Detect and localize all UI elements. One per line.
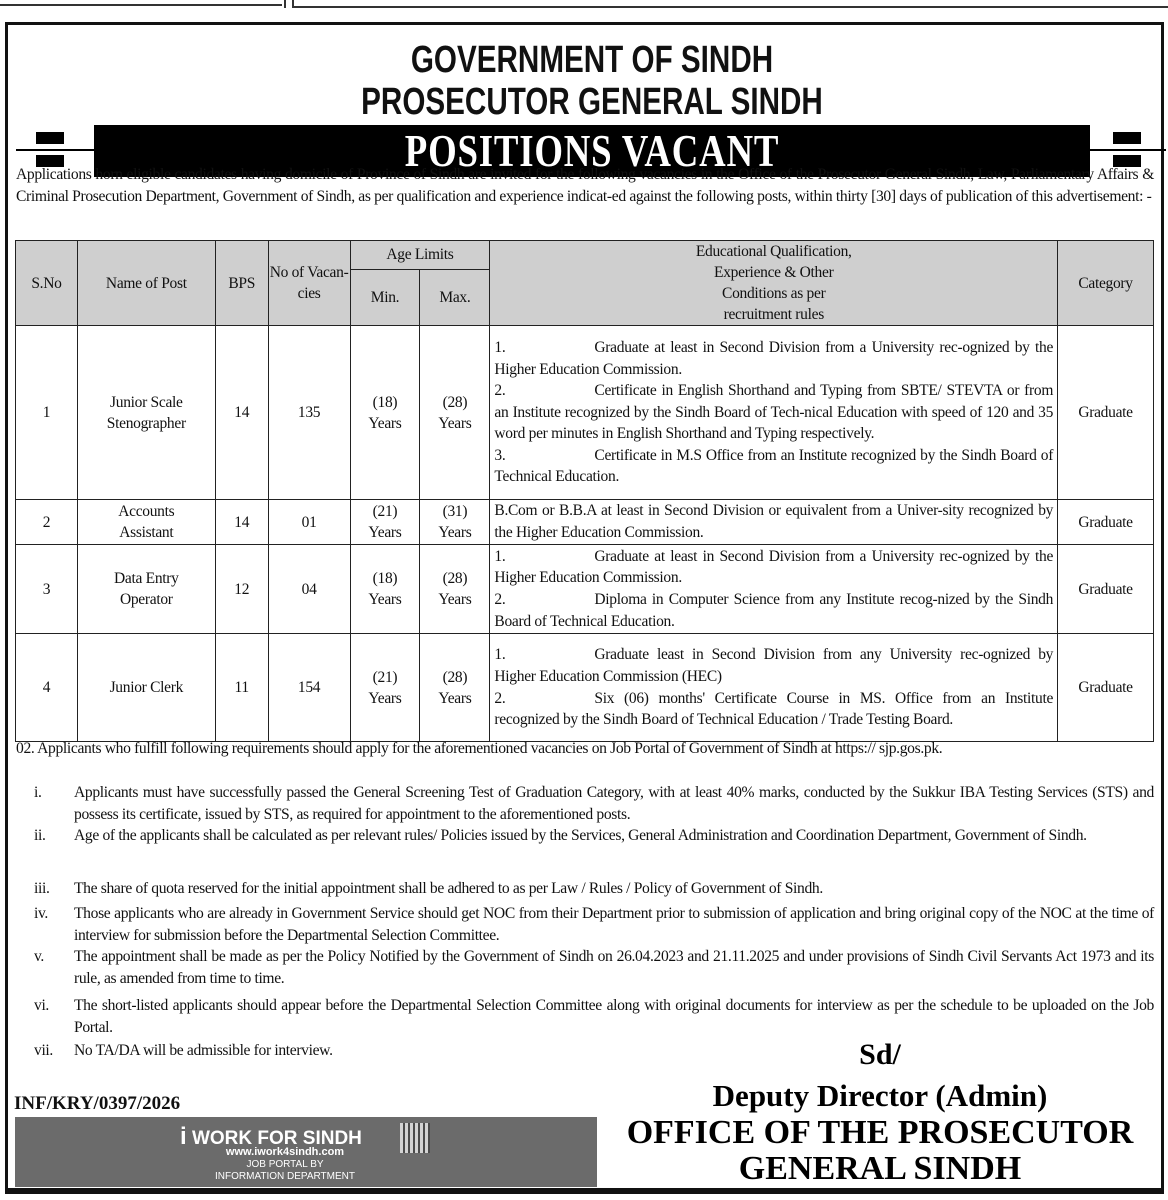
header-min: Min.: [350, 269, 420, 325]
requirement-item: [16, 946, 1154, 989]
qualification-item: B.Com or B.B.A at least in Second Division or equivalent from a Univer-sity recognized by the Higher Education Commission.: [494, 502, 1054, 541]
requirement-numeral: i.: [34, 784, 42, 801]
header-vacancies: No of Vacan-cies: [268, 241, 350, 326]
header-qualification: Educational Qualification, Experience & Other Conditions as per recruitment rules: [490, 241, 1058, 326]
cell-qualification: [490, 326, 1058, 500]
banner-text: POSITIONS VACANT: [404, 125, 780, 176]
cell-age-max: (28) Years: [420, 545, 490, 634]
header-bps: BPS: [215, 241, 268, 326]
cell-age-min: (18) Years: [350, 326, 420, 500]
requirement-item: [16, 825, 1154, 847]
signature-sd: Sd/: [859, 1038, 901, 1071]
header-name: Name of Post: [77, 241, 215, 326]
cell-age-min: (21) Years: [350, 500, 420, 545]
header-age-limits: Age Limits: [350, 241, 490, 270]
page-edge-rules: [0, 0, 1168, 14]
requirement-numeral: vi.: [34, 997, 49, 1014]
requirement-text: Applicants must have successfully passed the General Screening Test of Graduation Category, with at least 40% marks, conducted by the Sukkur IBA Testing Services (STS) and possess its certificate, issued by STS, as required for appointment to the aforementioned posts.: [74, 784, 1154, 823]
requirement-text: Those applicants who are already in Government Service should get NOC from their Department prior to submission of application and bring original copy of the NOC at the time of interview for submission before the Departmental Selection Committee.: [74, 905, 1154, 944]
cell-bps: 11: [215, 634, 268, 742]
header-sno: S.No: [16, 241, 78, 326]
requirement-numeral: iii.: [34, 880, 50, 897]
cell-qualification: [490, 545, 1058, 634]
cell-post-name: Data Entry Operator: [77, 545, 215, 634]
requirement-item: [16, 878, 1154, 900]
cell-category: Graduate: [1058, 545, 1154, 634]
decoration: [36, 132, 64, 144]
qualification-item: 1. Graduate least in Second Division from any University rec-ognized by Higher Education Commission (HEC): [494, 646, 1054, 685]
cell-category: Graduate: [1058, 500, 1154, 545]
requirement-text: No TA/DA will be admissible for interview.: [74, 1042, 333, 1059]
heading-government: GOVERNMENT OF SINDH: [410, 39, 774, 81]
decoration: [1113, 132, 1141, 144]
cell-sno: 4: [16, 634, 78, 742]
heading-department: PROSECUTOR GENERAL SINDH: [361, 81, 823, 123]
vacancies-table: [15, 240, 1154, 742]
table-row: [16, 500, 1154, 545]
portal-line-2: JOB PORTAL BY: [246, 1159, 324, 1170]
cell-bps: 14: [215, 326, 268, 500]
cell-qualification: [490, 500, 1058, 545]
qualification-item: 2. Certificate in English Shorthand and Typing from SBTE/ STEVTA or from an Institute recognized by the Sindh Board of Tech-nical Education with speed of 120 and 35 word per minutes in English Shorthand and Typing respectively.: [494, 382, 1054, 443]
cell-vacancies: 154: [268, 634, 350, 742]
cell-category: Graduate: [1058, 326, 1154, 500]
iwork-for-sindh-badge: [15, 1117, 597, 1187]
portal-line-3: INFORMATION DEPARTMENT: [215, 1171, 355, 1182]
qualification-item: 1. Graduate at least in Second Division from a University rec-ognized by the Higher Education Commission.: [494, 338, 1054, 378]
requirement-item: [16, 995, 1154, 1038]
cell-post-name: Junior Clerk: [77, 634, 215, 742]
requirement-numeral: v.: [34, 948, 44, 965]
cell-sno: 1: [16, 326, 78, 500]
requirement-text: Age of the applicants shall be calculated as per relevant rules/ Policies issued by the Services, General Administration and Coordination Department, Government of Sindh.: [74, 827, 1087, 844]
header-category: Category: [1058, 241, 1154, 326]
cell-bps: 14: [215, 500, 268, 545]
requirement-text: The share of quota reserved for the initial appointment shall be adhered to as per Law / Rules / Policy of Government of Sindh.: [74, 880, 823, 897]
cell-vacancies: 04: [268, 545, 350, 634]
cell-qualification: [490, 634, 1058, 742]
requirement-text: The short-listed applicants should appear before the Departmental Selection Committee along with original documents for interview as per the schedule to be uploaded on the Job Portal.: [74, 997, 1154, 1036]
cell-sno: 3: [16, 545, 78, 634]
intro-paragraph: Applications horn eligible candidates having domicile of Province of Sindh are invited for the following vacancies in the Office of the Prosecutor General Sindh, Law, Parliamentary Affairs & Criminal Prosecution Department, Government of Sindh, as per qualification and experience indicat-ed against the following posts, within thirty [30] days of publication of this advertisement: -: [16, 166, 1154, 205]
requirement-numeral: iv.: [34, 905, 48, 922]
portal-title: i WORK FOR SINDH: [180, 1123, 362, 1150]
qualification-item: 2. Diploma in Computer Science from any Institute recog-nized by the Sindh Board of Technical Education.: [494, 591, 1054, 630]
table-row: [16, 326, 1154, 500]
cell-age-min: (18) Years: [350, 545, 420, 634]
reference-number: INF/KRY/0397/2026: [14, 1093, 181, 1114]
requirement-text: The appointment shall be made as per the Policy Notified by the Government of Sindh on 26.04.2023 and 21.11.2025 and under provisions of Sindh Civil Servants Act 1973 and its rule, as amended from time to time.: [74, 948, 1154, 987]
table-row: [16, 634, 1154, 742]
cell-age-max: (31) Years: [420, 500, 490, 545]
requirement-numeral: vii.: [34, 1042, 53, 1059]
qualification-item: 2. Six (06) months' Certificate Course in MS. Office from an Institute recognized by the Sindh Board of Technical Education / Trade Testing Board.: [494, 689, 1054, 729]
table-row: [16, 545, 1154, 634]
qualification-item: 3. Certificate in M.S Office from an Institute recognized by the Sindh Board of Technical Education.: [494, 446, 1054, 486]
requirement-item: [16, 903, 1154, 946]
cell-post-name: Accounts Assistant: [77, 500, 215, 545]
cell-age-min: (21) Years: [350, 634, 420, 742]
cell-age-max: (28) Years: [420, 326, 490, 500]
cell-category: Graduate: [1058, 634, 1154, 742]
header-max: Max.: [420, 269, 490, 325]
paragraph-02: 02. Applicants who fulfill following requirements should apply for the aforementioned vacancies on Job Portal of Government of Sindh at https:// sjp.gos.pk.: [16, 740, 943, 757]
signatory-title: Deputy Director (Admin): [712, 1078, 1048, 1113]
requirement-item: [16, 782, 1154, 825]
portal-url[interactable]: www.iwork4sindh.com: [225, 1146, 345, 1158]
cell-vacancies: 01: [268, 500, 350, 545]
office-line-1: OFFICE OF THE PROSECUTOR: [626, 1114, 1134, 1151]
cell-vacancies: 135: [268, 326, 350, 500]
qualification-item: 1. Graduate at least in Second Division from a University rec-ognized by the Higher Education Commission.: [494, 547, 1054, 587]
cell-bps: 12: [215, 545, 268, 634]
cell-age-max: (28) Years: [420, 634, 490, 742]
office-line-2: GENERAL SINDH: [738, 1150, 1022, 1187]
requirement-numeral: ii.: [34, 827, 46, 844]
cell-post-name: Junior Scale Stenographer: [77, 326, 215, 500]
cell-sno: 2: [16, 500, 78, 545]
